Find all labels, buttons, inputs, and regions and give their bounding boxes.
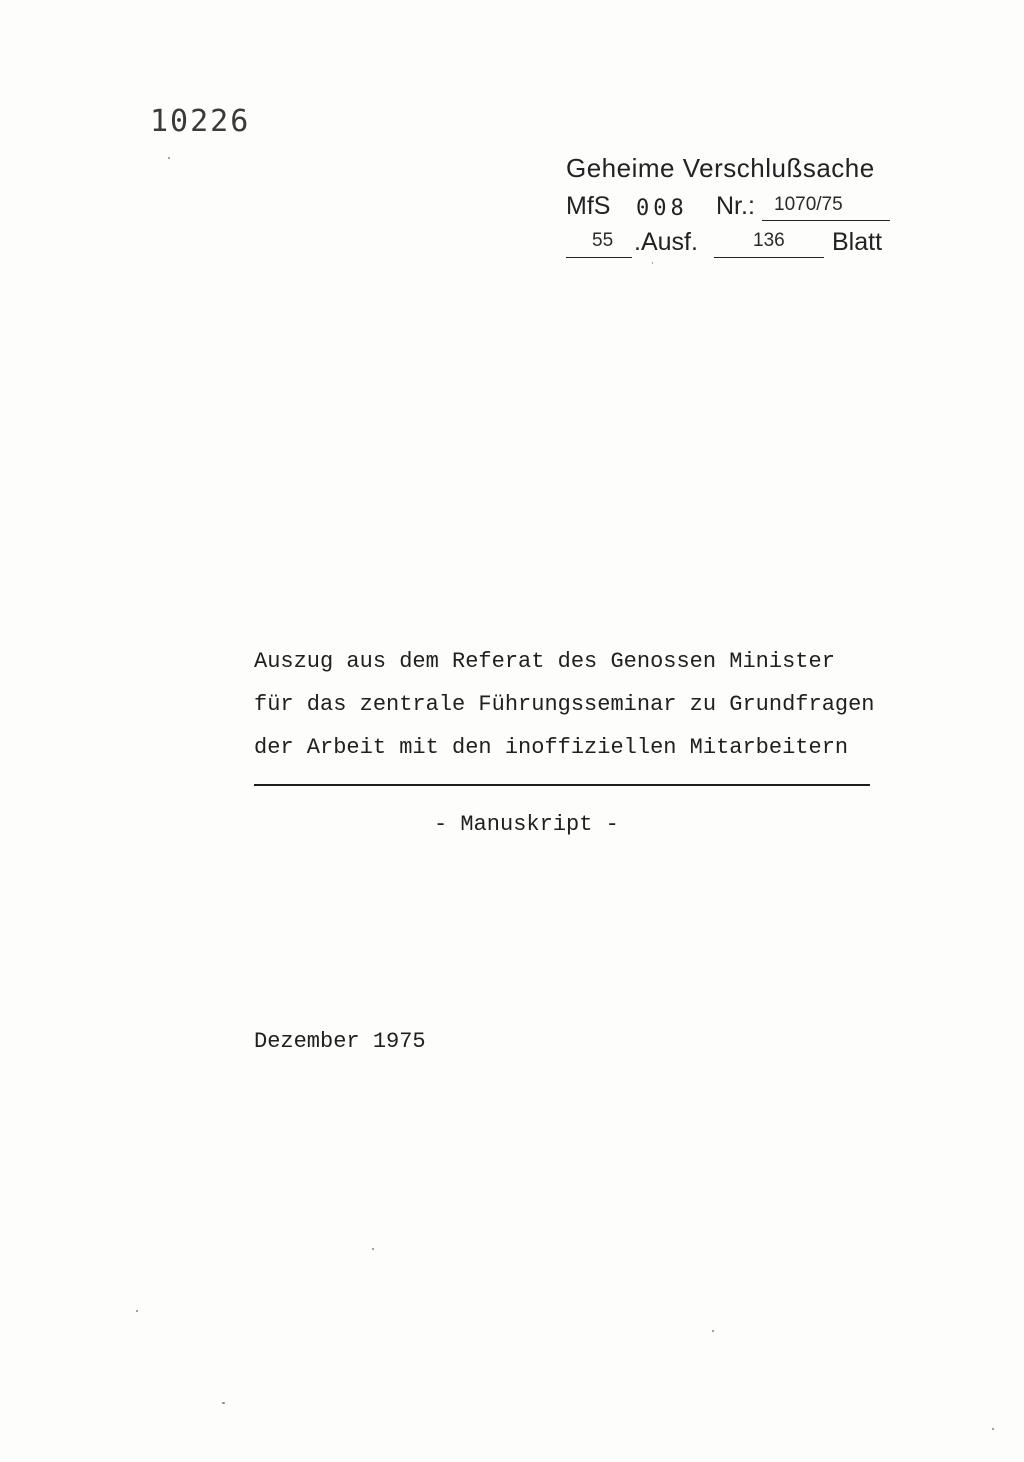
stamp-nr-label: Nr.: [716, 192, 755, 220]
scan-speck [168, 157, 170, 159]
stamp-copies-value: 55 [592, 230, 614, 251]
nr-underline [762, 220, 890, 221]
stamp-number-line [566, 189, 896, 225]
sheets-underline [714, 257, 824, 258]
document-date: Dezember 1975 [254, 1029, 426, 1054]
heading-line: der Arbeit mit den inoffiziellen Mitarbeitern [254, 735, 849, 760]
document-subtitle: - Manuskript - [434, 812, 619, 837]
scan-speck [712, 1330, 714, 1332]
classification-stamp [566, 153, 896, 261]
stamp-copies-label: .Ausf. [634, 228, 698, 256]
stamp-title-line [566, 153, 896, 189]
scan-speck [992, 1428, 994, 1430]
stamp-sheets-value: 136 [753, 230, 785, 251]
archive-number: 10226 [150, 104, 251, 139]
stamp-copies-line [566, 225, 896, 261]
heading-line: Auszug aus dem Referat des Genossen Minister [254, 649, 835, 674]
stamp-sheets-label: Blatt [832, 228, 883, 256]
stamp-title: Geheime Verschlußsache [566, 153, 875, 183]
document-heading [254, 640, 874, 769]
copies-underline [566, 257, 632, 258]
stamp-series: 008 [636, 196, 688, 221]
scan-speck [652, 262, 653, 264]
scan-speck [372, 1248, 374, 1250]
scan-speck [136, 1310, 138, 1312]
stamp-org: MfS [566, 192, 611, 220]
heading-line: für das zentrale Führungsseminar zu Grundfragen [254, 692, 875, 717]
scan-speck [222, 1402, 225, 1404]
heading-underline [254, 784, 870, 786]
stamp-nr-value: 1070/75 [774, 194, 843, 215]
